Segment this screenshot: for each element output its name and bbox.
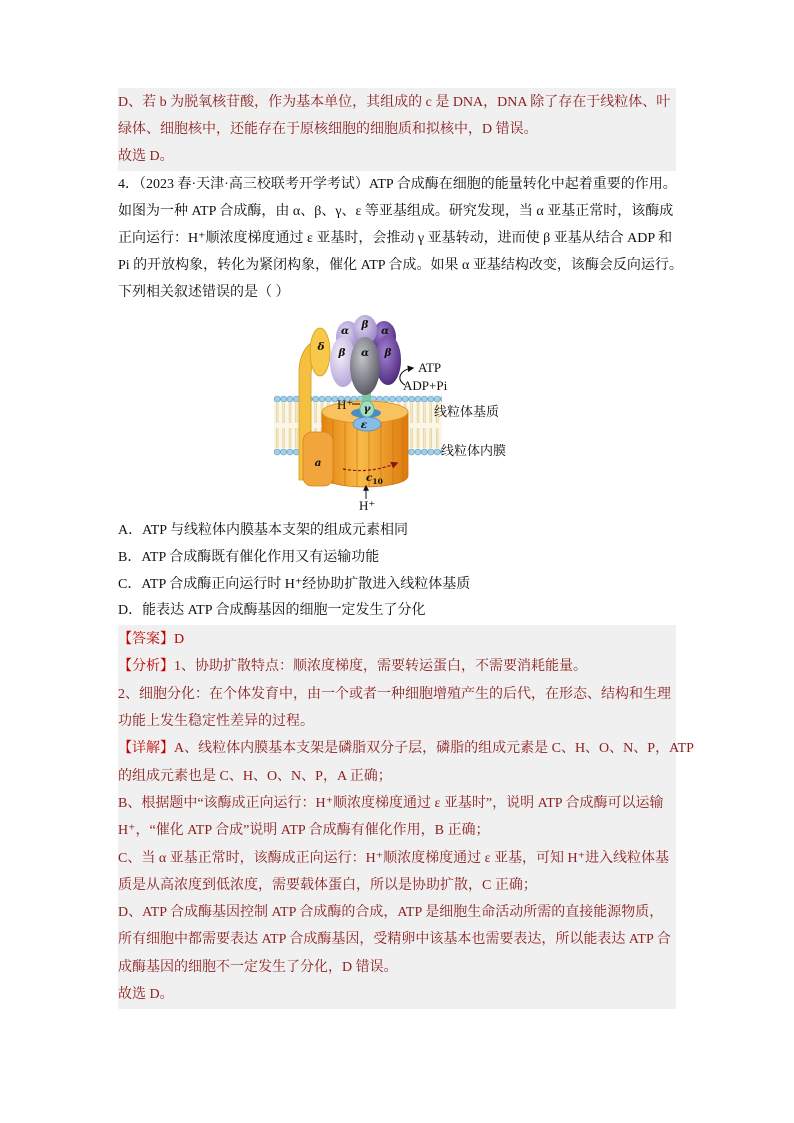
label-inner-membrane: 线粒体内膜 bbox=[441, 443, 507, 458]
question-stem-line: 正向运行：H⁺顺浓度梯度通过 ε 亚基时，会推动 γ 亚基转动，进而使 β 亚基从结合 ADP 和 bbox=[118, 231, 673, 246]
previous-answer-box bbox=[118, 88, 676, 171]
detail-label: 【详解】 bbox=[118, 741, 174, 757]
detail-line bbox=[118, 735, 694, 762]
analysis-line bbox=[118, 653, 676, 680]
label-beta-front-left: β bbox=[338, 347, 346, 359]
label-mitochondrial-matrix: 线粒体基质 bbox=[434, 404, 500, 419]
question-stem-line: 如图为一种 ATP 合成酶，由 α、β、γ、ε 等亚基组成。研究发现，当 α 亚基正常时，该酶成 bbox=[118, 204, 674, 219]
label-beta-front-right: β bbox=[384, 347, 392, 359]
label-c-ring-subscript: 10 bbox=[372, 477, 383, 486]
previous-answer-line: D、若 b 为脱氧核苷酸，作为基本单位，其组成的 c 是 DNA，DNA 除了存在于线粒体、叶 bbox=[118, 95, 671, 110]
question-prompt-line: 下列相关叙述错误的是（ ） bbox=[118, 285, 290, 300]
option-d: D．能表达 ATP 合成酶基因的细胞一定发生了分化 bbox=[118, 603, 426, 619]
previous-answer-conclusion: 故选 D。 bbox=[118, 149, 174, 164]
page-content bbox=[118, 88, 694, 1009]
option-c: C．ATP 合成酶正向运行时 H⁺经协助扩散进入线粒体基质 bbox=[118, 576, 471, 592]
detail-line: H⁺，“催化 ATP 合成”说明 ATP 合成酶有催化作用，B 正确； bbox=[118, 823, 490, 839]
atp-synthase-diagram bbox=[262, 312, 542, 518]
detail-line: 的组成元素也是 C、H、O、N、P，A 正确； bbox=[118, 768, 392, 784]
previous-answer-line: 绿体、细胞核中，还能存在于原核细胞的细胞质和拟核中，D 错误。 bbox=[118, 122, 538, 137]
analysis-text: 1、协助扩散特点：顺浓度梯度，需要转运蛋白，不需要消耗能量。 bbox=[174, 659, 587, 675]
analysis-line: 2、细胞分化：在个体发育中，由一个或者一种细胞增殖产生的后代，在形态、结构和生理 bbox=[118, 686, 671, 702]
option-b: B．ATP 合成酶既有催化作用又有运输功能 bbox=[118, 549, 380, 565]
answer-line bbox=[118, 626, 676, 653]
label-atp: ATP bbox=[418, 360, 442, 375]
question-4-stem bbox=[118, 171, 683, 306]
answer-options bbox=[118, 518, 678, 625]
atp-synthase-figure bbox=[118, 306, 678, 518]
label-adp-pi: ADP+Pi bbox=[403, 378, 448, 393]
label-a-subunit: a bbox=[314, 457, 322, 469]
detail-line: 质是从高浓度到低浓度，需要载体蛋白，所以是协助扩散，C 正确； bbox=[118, 877, 537, 893]
question-stem-line: Pi 的开放构象，转化为紧闭构象，催化 ATP 合成。如果 α 亚基结构改变，该酶会反向运行。 bbox=[118, 258, 683, 273]
label-c-ring-letter: c bbox=[366, 472, 373, 484]
option-a: A．ATP 与线粒体内膜基本支架的组成元素相同 bbox=[118, 523, 408, 538]
label-epsilon: ε bbox=[360, 419, 368, 431]
answer-label: 【答案】 bbox=[118, 632, 174, 648]
answer-value: D bbox=[174, 632, 185, 648]
detail-line: 所有细胞中都需要表达 ATP 合成酶基因，受精卵中该基本也需要表达，所以能表达 ATP 合 bbox=[118, 932, 671, 948]
detail-text: A、线粒体内膜基本支架是磷脂双分子层，磷脂的组成元素是 C、H、O、N、P，ATP bbox=[174, 741, 694, 757]
label-alpha-back-right: α bbox=[380, 325, 390, 337]
detail-line: B、根据题中“该酶成正向运行：H⁺顺浓度梯度通过 ε 亚基时”，说明 ATP 合成酶可以运输 bbox=[118, 795, 664, 811]
label-alpha-back-left: α bbox=[340, 325, 350, 337]
label-alpha-front-center: α bbox=[360, 347, 370, 359]
label-h-plus-top: H⁺ bbox=[337, 397, 354, 412]
analysis-line: 功能上发生稳定性差异的过程。 bbox=[118, 714, 314, 730]
label-delta: δ bbox=[317, 341, 325, 353]
detail-line: D、ATP 合成酶基因控制 ATP 合成酶的合成，ATP 是细胞生命活动所需的直接能源物质， bbox=[118, 905, 664, 921]
conclusion-line: 故选 D。 bbox=[118, 987, 174, 1003]
alpha-front-center bbox=[350, 337, 380, 395]
label-beta-back-top: β bbox=[361, 319, 369, 331]
solution-box bbox=[118, 625, 694, 1009]
analysis-label: 【分析】 bbox=[118, 659, 174, 675]
label-gamma: γ bbox=[363, 403, 371, 415]
detail-line: 成酶基因的细胞不一定发生了分化，D 错误。 bbox=[118, 959, 398, 975]
label-h-plus-bottom: H⁺ bbox=[359, 498, 376, 513]
question-stem-line: 4．（2023 春·天津·高三校联考开学考试）ATP 合成酶在细胞的能量转化中起着重要的作用。 bbox=[118, 177, 677, 192]
detail-line: C、当 α 亚基正常时，该酶成正向运行：H⁺顺浓度梯度通过 ε 亚基，可知 H⁺进入线粒体基 bbox=[118, 850, 670, 866]
